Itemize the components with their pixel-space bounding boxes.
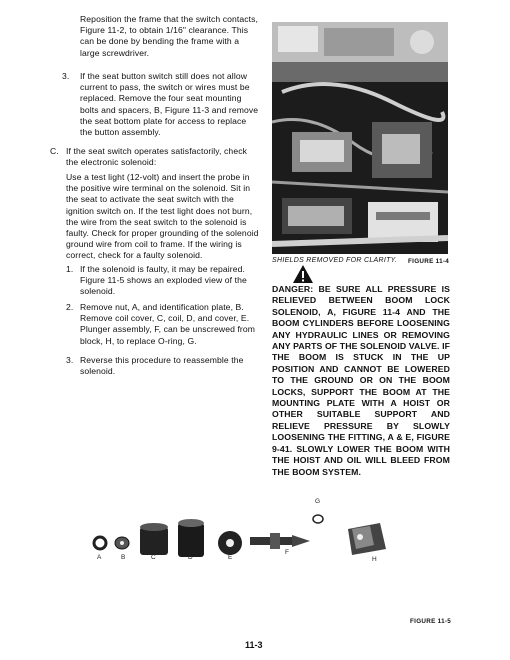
part-g-oring	[313, 515, 323, 523]
part-a-nut	[94, 537, 106, 549]
intro-paragraph	[80, 14, 260, 59]
sub-step-1-marker: 1.	[66, 264, 74, 274]
part-label-e: E	[228, 554, 233, 561]
step-c-marker: C.	[50, 146, 59, 156]
page-number: 11-3	[245, 640, 263, 650]
danger-warning-text: DANGER: BE SURE ALL PRESSURE IS RELIEVED BETWEEN BOOM LOCK SOLENOID, A, FIGURE 11-4 AND THE BOOM CYLINDERS BEFORE LOOSENING ANY HYDRAULIC LINES OR REMOVING ANY PARTS OF THE SOLENOID VALVE. IF THE BOOM IS STUCK IN THE UP POSITION AND CANNOT BE LOWERED TO THE GROUND OR ON THE BOOM LOCKS, SUPPORT THE BOOM AT THE MOUNTING PLATE WITH A HOIST OR OTHER SUITABLE SUPPORT AND RELIEVE PRESSURE BY SLOWLY LOOSENING THE FITTING, A & E, FIGURE 9-41. SLOWLY LOWER THE BOOM WITH THE HOIST AND OIL WILL BLEED FROM THE BOOM SYSTEM.	[272, 284, 450, 477]
sub-step-1-text: If the solenoid is faulty, it may be repaired. Figure 11-5 shows an exploded view of the solenoid.	[80, 264, 247, 297]
sub-step-1	[66, 264, 260, 298]
sub-step-3	[66, 355, 260, 377]
intro-text: Reposition the frame that the switch contacts, Figure 11-2, to obtain 1/16" clearance. This can be done by bending the frame with a large screwdriver.	[80, 14, 258, 58]
part-label-f: F	[285, 549, 289, 556]
warning-triangle-icon	[292, 264, 314, 284]
step-3-marker: 3.	[62, 71, 70, 81]
sub-step-3-marker: 3.	[66, 355, 74, 365]
part-label-c: C	[151, 554, 156, 561]
test-light-text: Use a test light (12-volt) and insert the probe in the positive wire terminal on the solenoid. Sit in the seat to activate the seat switch with the ignition switch on. If the test light does not burn, the wire from the seat switch to the solenoid is faulty. Check for proper grounding of the solenoid ground wire from coil to frame. If the wiring is correct, check for a faulty solenoid.	[66, 172, 259, 261]
sub-step-3-text: Reverse this procedure to reassemble the solenoid.	[80, 355, 244, 377]
sub-step-2-text: Remove nut, A, and identification plate, B. Remove coil cover, C, coil, D, and cover, E. Plunger assembly, F, can be unscrewed from block, H, to replace O-ring, G.	[80, 302, 256, 346]
part-label-h: H	[372, 556, 377, 563]
figure-11-4-caption: SHIELDS REMOVED FOR CLARITY.	[272, 257, 398, 264]
part-label-b: B	[121, 554, 126, 561]
part-label-d: D	[188, 554, 193, 561]
figure-11-4-label: FIGURE 11-4	[408, 258, 450, 265]
machinery-photo-illustration	[272, 22, 448, 254]
figure-11-5-label: FIGURE 11-5	[410, 618, 452, 625]
test-light-paragraph	[66, 172, 260, 262]
part-d-coil	[178, 523, 204, 557]
part-label-a: A	[97, 554, 102, 561]
part-label-g: G	[315, 498, 321, 505]
part-c-cover	[140, 527, 168, 555]
step-3	[62, 71, 260, 138]
figure-11-4-photo	[272, 22, 448, 254]
step-3-text: If the seat button switch still does not allow current to pass, the switch or wires must be replaced. Remove the four seat mounting bolts and spacers, B, Figure 11-3 and remove the seat bottom plate for access to replace the button assembly.	[80, 71, 259, 138]
sub-step-2	[66, 302, 260, 347]
sub-step-2-marker: 2.	[66, 302, 74, 312]
step-c	[50, 146, 260, 168]
solenoid-exploded-view	[80, 505, 430, 575]
step-c-text: If the seat switch operates satisfactorily, check the electronic solenoid:	[66, 146, 247, 168]
